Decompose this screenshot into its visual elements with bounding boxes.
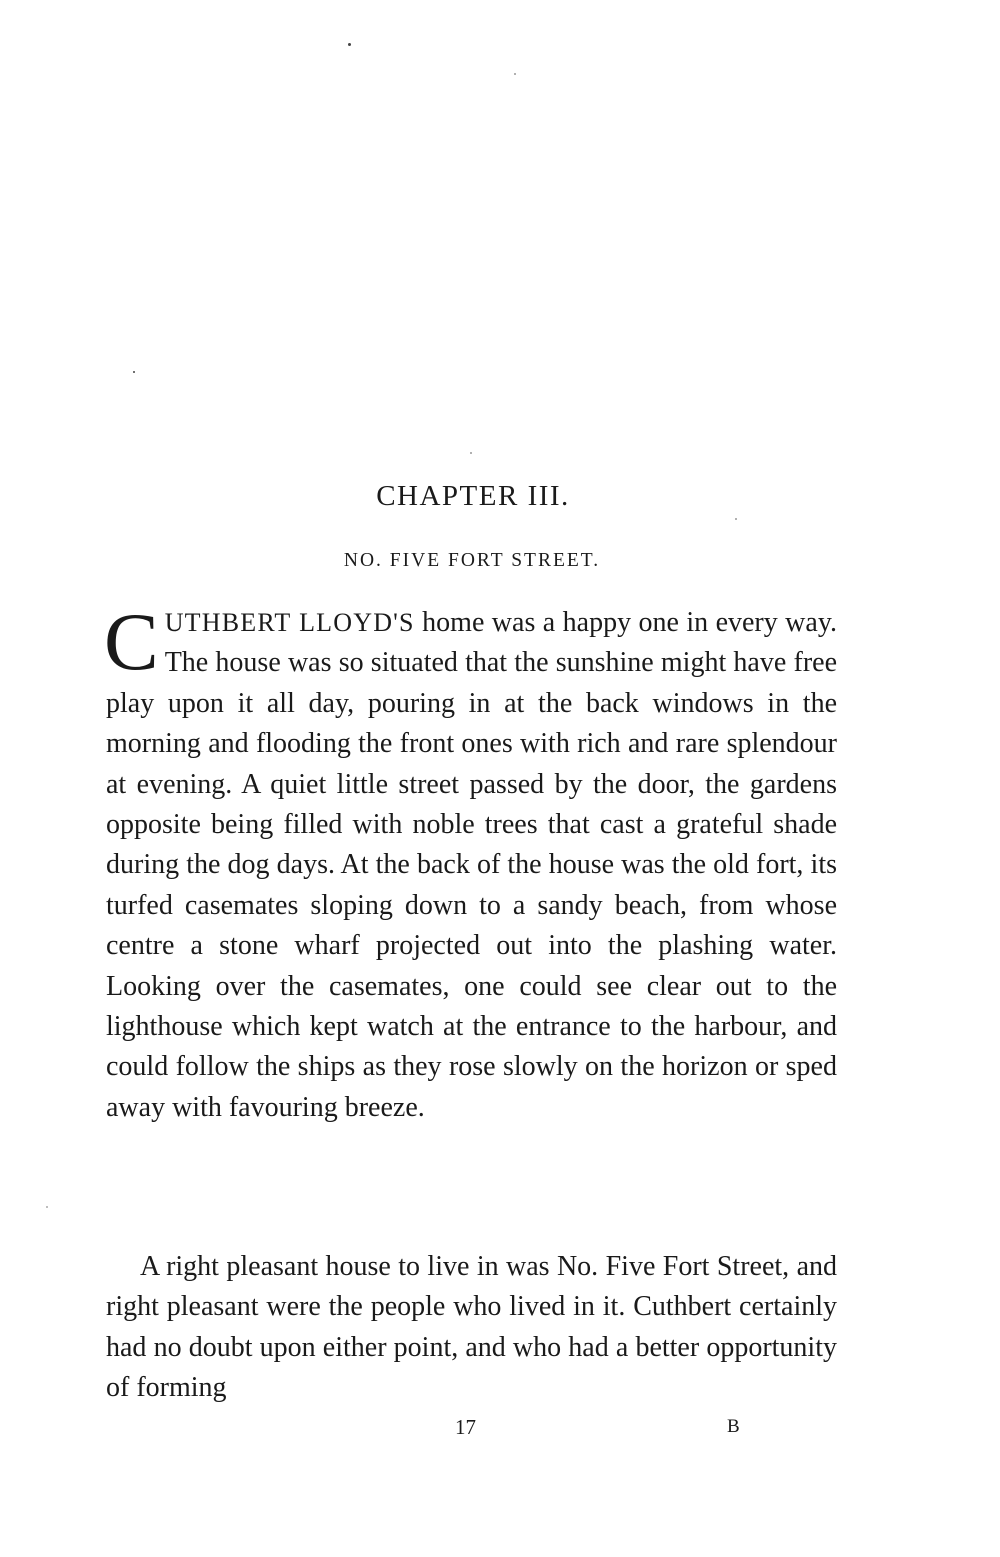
drop-cap: C [104, 596, 159, 687]
print-speck [348, 43, 351, 46]
print-speck [46, 1206, 48, 1208]
print-speck [470, 452, 472, 454]
print-speck [133, 371, 135, 373]
page-number: 17 [455, 1415, 476, 1439]
paragraph-first-text: home was a happy one in every way. The house was so situated that the sunshine might have free play upon it all day, pouring in at the back windows in the morning and flooding the front ones with rich and rare splendour at evening. A quiet little street passed by the door, the gardens opposite being filled with noble trees that cast a grateful shade during the dog days. At the back of the house was the old fort, its turfed casemates sloping down to a sandy beach, from whose centre a stone wharf projected out into the plashing water. Looking over the casemates, one could see clear out to the lighthouse which kept watch at the entrance to the harbour, and could follow the ships as they rose slowly on the horizon or sped away with favouring breeze. [106, 607, 838, 1123]
paragraph-second: A right pleasant house to live in was No. Five Fort Street, and right pleasant were the people who lived in it. Cuthbert certainly had no doubt upon either point, and who had a better opportunity of forming [106, 1251, 837, 1404]
print-speck [735, 518, 737, 520]
opening-small-caps: UTHBERT LLOYD'S [164, 608, 415, 637]
chapter-subtitle: NO. FIVE FORT STREET. [343, 550, 601, 571]
chapter-title: CHAPTER III. [376, 480, 570, 512]
paragraph-first [104, 596, 838, 1128]
signature-mark: B [727, 1416, 740, 1437]
print-speck [514, 73, 516, 75]
